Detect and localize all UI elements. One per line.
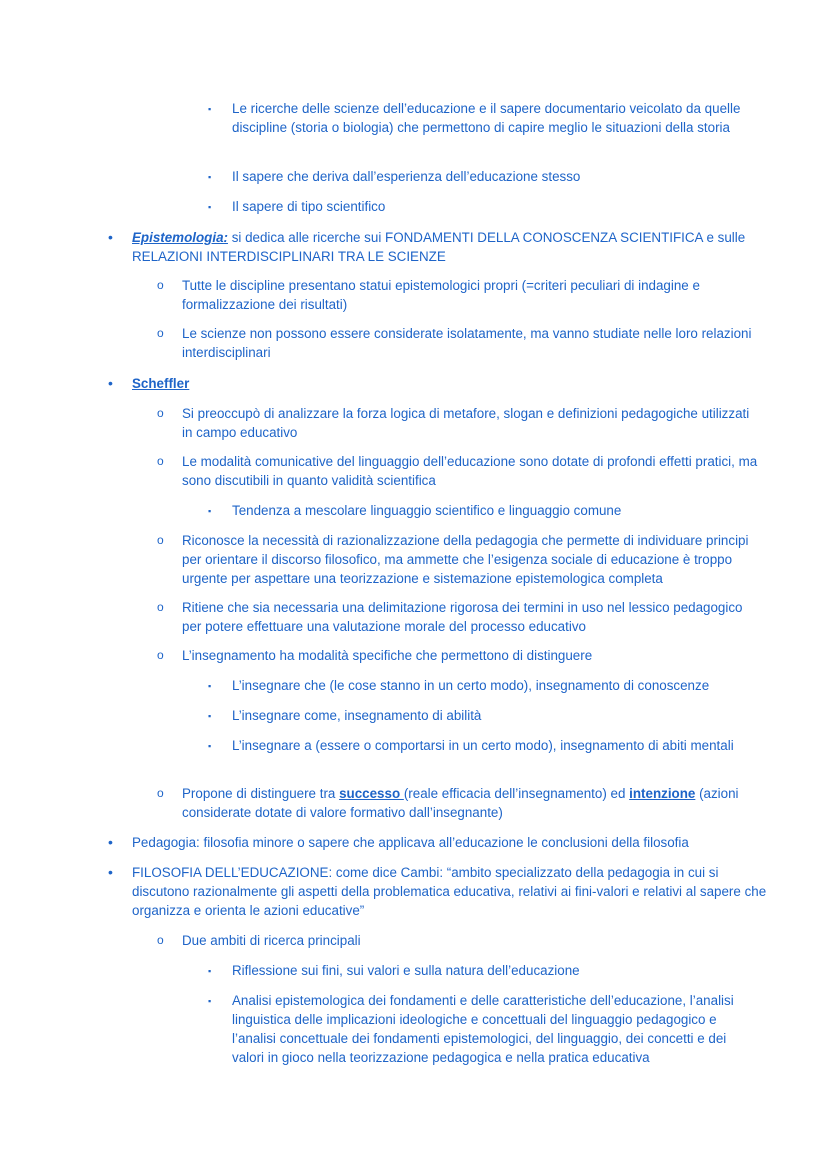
list-item [108,833,772,852]
list-item [208,676,752,695]
item-text: Si preoccupò di analizzare la forza logica di metafore, slogan e definizioni pedagogiche utilizzati in campo educativo [182,406,750,440]
item-text: Le scienze non possono essere considerate isolatamente, ma vanno studiate nelle loro relazioni interdisciplinari [182,326,752,360]
list-item [157,784,762,822]
list-item [208,197,752,216]
item-text: Tendenza a mescolare linguaggio scientifico e linguaggio comune [232,503,622,518]
item-text: Pedagogia: filosofia minore o sapere che applicava all’educazione le conclusioni della filosofia [132,835,689,850]
list-item [157,452,762,490]
list-item [157,531,762,588]
disc-bullet-icon: • [108,229,113,245]
circle-bullet-icon: o [157,326,164,340]
circle-bullet-icon: o [157,454,164,468]
disc-bullet-icon: • [108,834,113,850]
list-item [208,961,752,980]
term-scheffler: Scheffler [132,376,190,391]
square-bullet-icon: ▪ [208,202,212,212]
square-bullet-icon: ▪ [208,681,212,691]
item-text: Le modalità comunicative del linguaggio dell’educazione sono dotate di profondi effetti pratici, ma sono discutibili in quanto validità scientifica [182,454,758,488]
list-item [208,706,752,725]
list-item [157,931,762,950]
item-text: Il sapere di tipo scientifico [232,199,386,214]
list-item [108,374,772,393]
item-text: L’insegnare che (le cose stanno in un certo modo), insegnamento di conoscenze [232,678,710,693]
list-item [157,598,762,636]
term-intenzione: intenzione [629,786,696,801]
square-bullet-icon: ▪ [208,711,212,721]
list-item [108,228,772,266]
list-item [157,646,762,665]
item-text: Due ambiti di ricerca principali [182,933,361,948]
item-text: Analisi epistemologica dei fondamenti e delle caratteristiche dell’educazione, l’analisi linguistica delle implicazioni ideologiche e concettuali del linguaggio pedagogico e l’analisi concettuale dei fondamenti epistemologici, del linguaggio, dei concetti e dei valori in gioco nella teorizzazione pedagogica e nella pratica educativa [232,993,734,1065]
term-epistemologia: Epistemologia: [132,230,228,245]
circle-bullet-icon: o [157,278,164,292]
list-item [208,501,752,520]
circle-bullet-icon: o [157,933,164,947]
item-text: L’insegnare come, insegnamento di abilità [232,708,482,723]
item-text: Ritiene che sia necessaria una delimitazione rigorosa dei termini in uso nel lessico pedagogico per potere effettuare una valutazione morale del processo educativo [182,600,743,634]
item-text: L’insegnamento ha modalità specifiche che permettono di distinguere [182,648,593,663]
circle-bullet-icon: o [157,533,164,547]
list-item [157,324,762,362]
item-text: Il sapere che deriva dall’esperienza dell’educazione stesso [232,169,581,184]
item-text: FILOSOFIA DELL’EDUCAZIONE: come dice Cambi: “ambito specializzato della pedagogia in cui si discutono razionalmente gli aspetti della problematica educativa, relativi ai fini-valori e relativi al sapere che organizza e orienta le azioni educative” [132,865,767,918]
list-item [208,99,752,137]
item-text: Le ricerche delle scienze dell’educazione e il sapere documentario veicolato da quelle discipline (storia o biologia) che permettono di capire meglio le situazioni della storia [232,101,741,135]
list-item [108,863,772,920]
circle-bullet-icon: o [157,406,164,420]
disc-bullet-icon: • [108,864,113,880]
circle-bullet-icon: o [157,600,164,614]
item-text: Tutte le discipline presentano statui epistemologici propri (=criteri peculiari di indagine e formalizzazione dei risultati) [182,278,700,312]
item-text: Riflessione sui fini, sui valori e sulla natura dell’educazione [232,963,580,978]
item-text: Epistemologia: si dedica alle ricerche sui FONDAMENTI DELLA CONOSCENZA SCIENTIFICA e sulle RELAZIONI INTERDISCIPLINARI TRA LE SCIENZE [132,230,746,264]
item-text: Riconosce la necessità di razionalizzazione della pedagogia che permette di individuare principi per orientare il discorso filosofico, ma ammette che l’esigenza sociale di educazione è troppo urgente per aspettare una teorizzazione e sistemazione epistemologica completa [182,533,749,586]
list-item [208,736,752,755]
square-bullet-icon: ▪ [208,506,212,516]
item-text: L’insegnare a (essere o comportarsi in un certo modo), insegnamento di abiti mentali [232,738,734,753]
list-item [208,991,752,1067]
square-bullet-icon: ▪ [208,172,212,182]
square-bullet-icon: ▪ [208,104,212,114]
circle-bullet-icon: o [157,648,164,662]
square-bullet-icon: ▪ [208,996,212,1006]
term-successo: successo [339,786,404,801]
list-item [157,404,762,442]
list-item [208,167,752,186]
list-item [157,276,762,314]
item-text: Propone di distinguere tra successo (reale efficacia dell’insegnamento) ed intenzione (azioni considerate dotate di valore formativo dall’insegnante) [182,786,739,820]
circle-bullet-icon: o [157,786,164,800]
square-bullet-icon: ▪ [208,741,212,751]
square-bullet-icon: ▪ [208,966,212,976]
disc-bullet-icon: • [108,375,113,391]
